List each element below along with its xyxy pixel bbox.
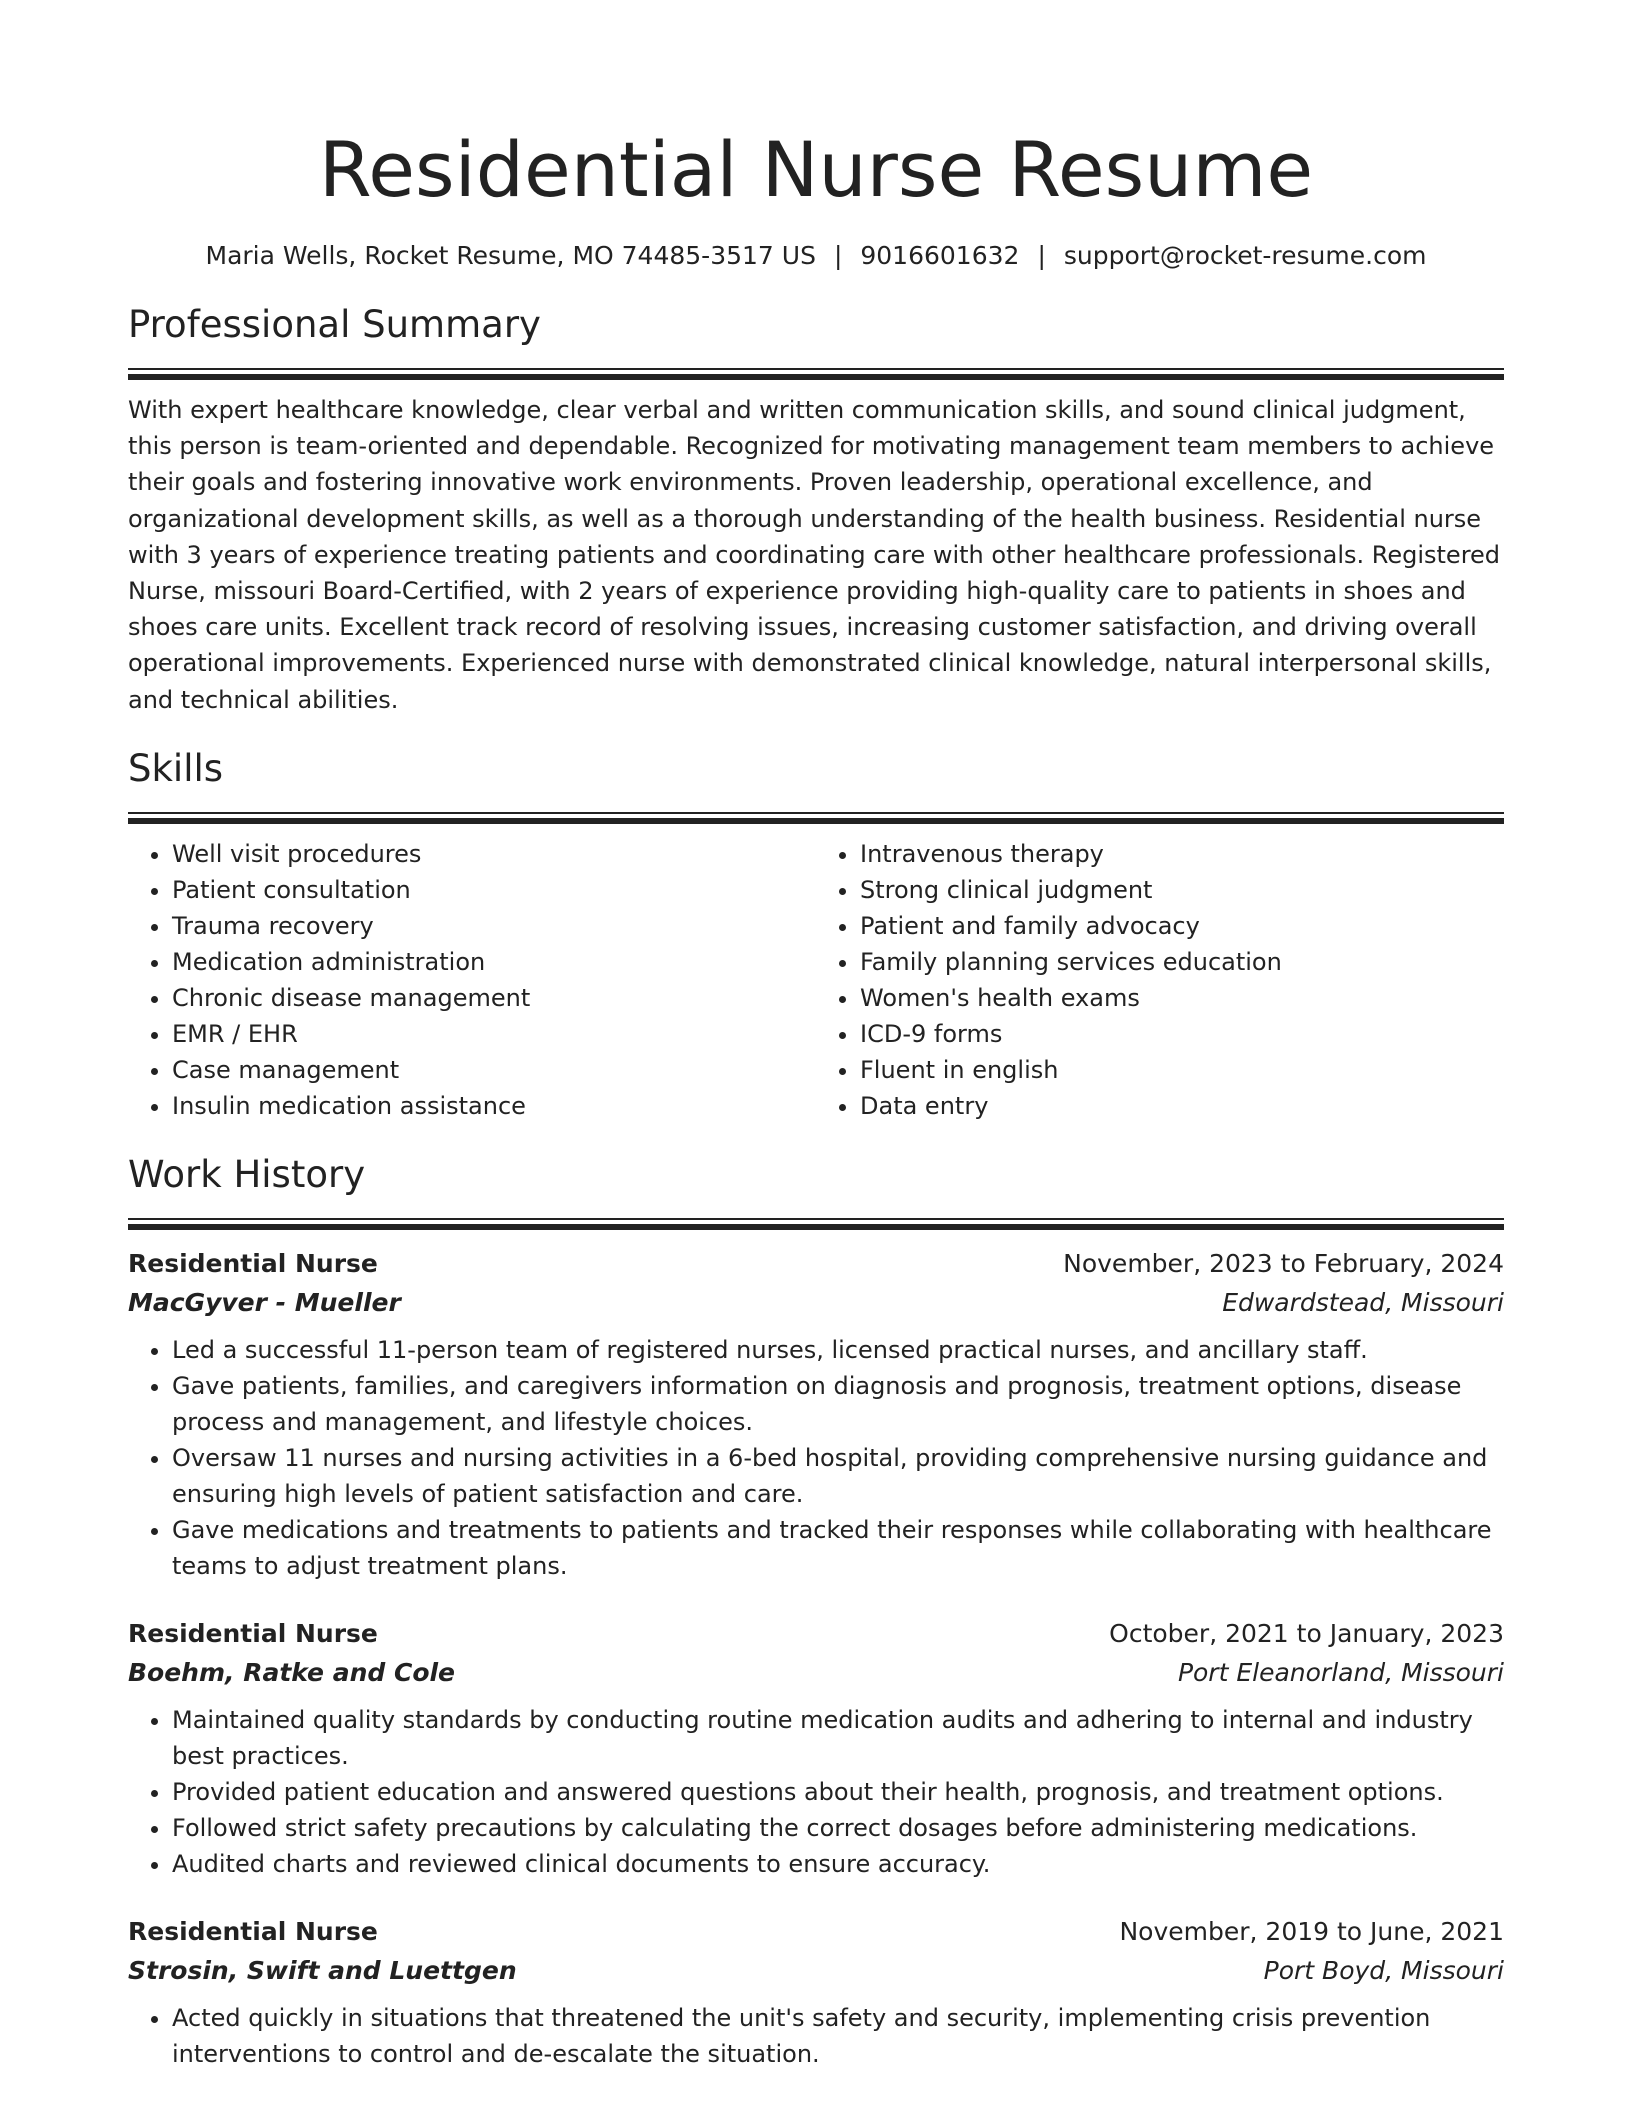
- job-bullet: • Led a successful 11-person team of registered nurses, licensed practical nurses, and ancillary staff.: [172, 1332, 1504, 1368]
- contact-separator: |: [833, 241, 843, 270]
- summary-text: With expert healthcare knowledge, clear verbal and written communication skills, and sound clinical judgment, this person is team-oriented and dependable. Recognized for motivating management team members to achieve their goals and fostering innovative work environments. Proven leadership, operational excellence, and organizational development skills, as well as a thorough understanding of the health business. Residential nurse with 3 years of experience treating patients and coordinating care with other healthcare professionals. Registered Nurse, missouri Board-Certified, with 2 years of experience providing high-quality care to patients in shoes and shoes care units. Excellent track record of resolving issues, increasing customer satisfaction, and driving overall operational improvements. Experienced nurse with demonstrated clinical knowledge, natural interpersonal skills, and technical abilities.: [128, 396, 1501, 714]
- contact-line: [128, 238, 1504, 274]
- job-bullet: • Oversaw 11 nurses and nursing activities in a 6-bed hospital, providing comprehensive nursing guidance and ensuring high levels of patient satisfaction and care.: [172, 1440, 1504, 1512]
- skills-list-left: [128, 836, 816, 1124]
- job-entry: [128, 1244, 1504, 1584]
- job-bullet: • Gave patients, families, and caregivers information on diagnosis and prognosis, treatment options, disease process and management, and lifestyle choices.: [172, 1368, 1504, 1440]
- skill-item: • Medication administration: [172, 944, 816, 980]
- page-title: Residential Nurse Resume: [318, 125, 1314, 214]
- summary-section: [128, 300, 1504, 718]
- skill-item: • ICD-9 forms: [860, 1016, 1504, 1052]
- job-company: Boehm, Ratke and Cole: [128, 1657, 456, 1687]
- job-subheader: [128, 1654, 1504, 1692]
- job-bullet: • Provided patient education and answered questions about their health, prognosis, and treatment options.: [172, 1774, 1504, 1810]
- skill-item: • Fluent in english: [860, 1052, 1504, 1088]
- work-heading: Work History: [128, 1152, 366, 1196]
- job-bullets: [128, 2000, 1504, 2072]
- skill-item: • Strong clinical judgment: [860, 872, 1504, 908]
- section-divider: [128, 368, 1504, 380]
- job-entry: [128, 1614, 1504, 1882]
- section-divider: [128, 812, 1504, 824]
- job-entry: [128, 1912, 1504, 2072]
- skill-item: • Case management: [172, 1052, 816, 1088]
- job-subheader: [128, 1952, 1504, 1990]
- summary-heading: Professional Summary: [128, 303, 541, 346]
- job-title: Residential Nurse: [128, 1248, 378, 1278]
- skills-columns: [128, 836, 1504, 1124]
- job-subheader: [128, 1284, 1504, 1322]
- job-bullets: [128, 1332, 1504, 1584]
- job-location: Port Eleanorland, Missouri: [1177, 1657, 1504, 1687]
- job-bullet: • Gave medications and treatments to patients and tracked their responses while collaborating with healthcare teams to adjust treatment plans.: [172, 1512, 1504, 1584]
- skill-item: • Women's health exams: [860, 980, 1504, 1016]
- job-header: [128, 1912, 1504, 1952]
- work-section: [128, 1150, 1504, 2072]
- skill-item: • Intravenous therapy: [860, 836, 1504, 872]
- contact-address: Maria Wells, Rocket Resume, MO 74485-3517 US: [205, 241, 816, 270]
- job-bullet: • Followed strict safety precautions by calculating the correct dosages before administering medications.: [172, 1810, 1504, 1846]
- skill-item: • Chronic disease management: [172, 980, 816, 1016]
- skill-item: • Patient and family advocacy: [860, 908, 1504, 944]
- job-dates: November, 2023 to February, 2024: [1063, 1248, 1504, 1278]
- job-dates: October, 2021 to January, 2023: [1109, 1618, 1504, 1648]
- contact-email: support@rocket-resume.com: [1063, 241, 1427, 270]
- skill-item: • Trauma recovery: [172, 908, 816, 944]
- skill-item: • Insulin medication assistance: [172, 1088, 816, 1124]
- job-location: Port Boyd, Missouri: [1263, 1955, 1504, 1985]
- job-header: [128, 1244, 1504, 1284]
- job-list: [128, 1244, 1504, 2072]
- job-bullets: [128, 1702, 1504, 1882]
- contact-separator: |: [1037, 241, 1046, 270]
- section-divider: [128, 1218, 1504, 1230]
- job-bullet: • Acted quickly in situations that threatened the unit's safety and security, implementing crisis prevention interventions to control and de-escalate the situation.: [172, 2000, 1504, 2072]
- job-header: [128, 1614, 1504, 1654]
- job-title: Residential Nurse: [128, 1916, 378, 1946]
- skill-item: • Family planning services education: [860, 944, 1504, 980]
- job-company: Strosin, Swift and Luettgen: [128, 1955, 517, 1985]
- job-title: Residential Nurse: [128, 1618, 378, 1648]
- job-bullet: • Maintained quality standards by conducting routine medication audits and adhering to internal and industry best practices.: [172, 1702, 1504, 1774]
- skill-item: • EMR / EHR: [172, 1016, 816, 1052]
- skills-section: [128, 744, 1504, 1124]
- skill-item: • Data entry: [860, 1088, 1504, 1124]
- job-dates: November, 2019 to June, 2021: [1119, 1916, 1504, 1946]
- contact-phone: 9016601632: [860, 241, 1020, 270]
- job-company: MacGyver - Mueller: [128, 1287, 401, 1317]
- skill-item: • Patient consultation: [172, 872, 816, 908]
- skills-list-right: [816, 836, 1504, 1124]
- job-location: Edwardstead, Missouri: [1222, 1287, 1504, 1317]
- skills-heading: Skills: [128, 746, 224, 790]
- skill-item: • Well visit procedures: [172, 836, 816, 872]
- job-bullet: • Audited charts and reviewed clinical documents to ensure accuracy.: [172, 1846, 1504, 1882]
